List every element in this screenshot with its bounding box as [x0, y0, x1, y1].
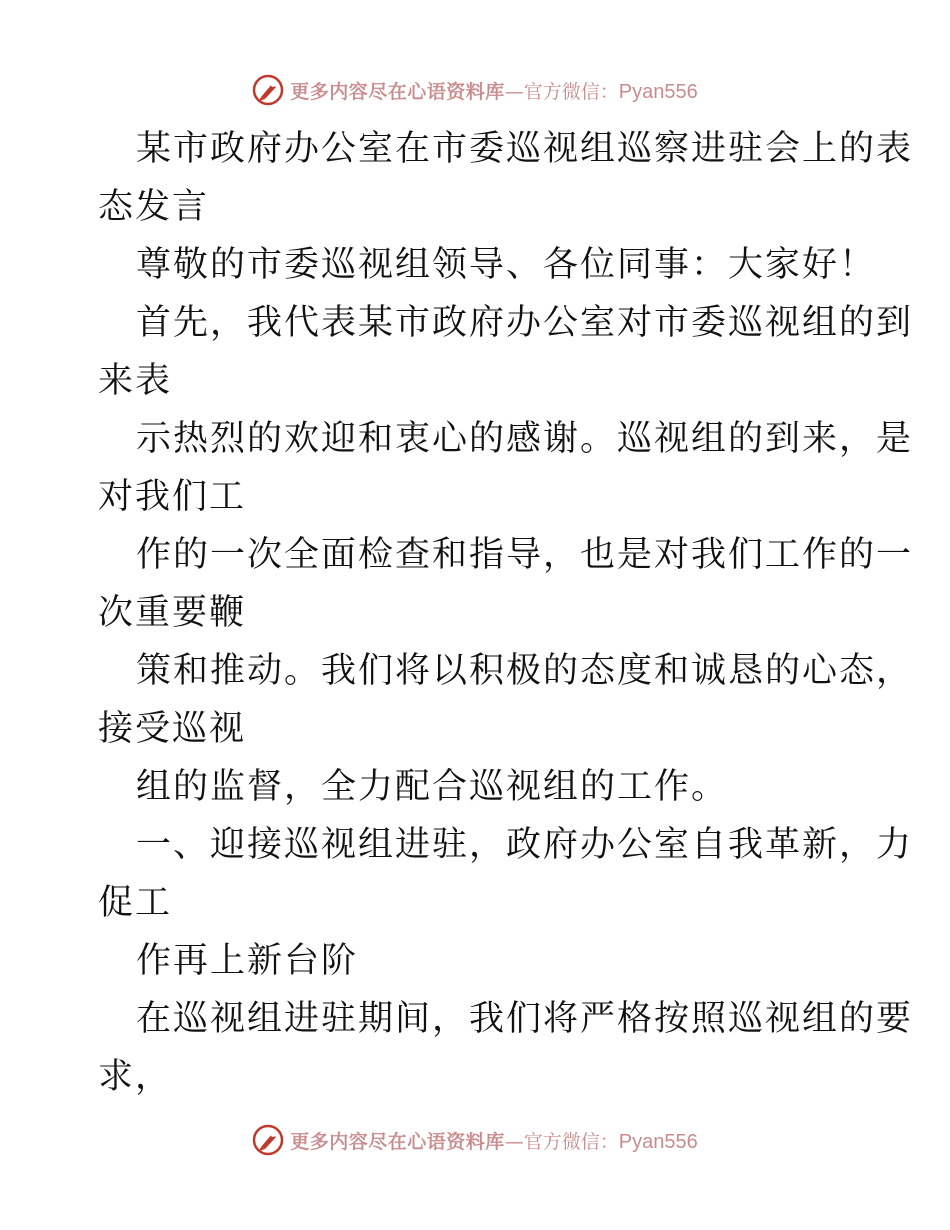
- document-line: 作的一次全面检查和指导，也是对我们工作的一: [136, 535, 914, 575]
- document-line: 来表: [98, 361, 173, 401]
- document-line: 在巡视组进驻期间，我们将严格按照巡视组的要: [136, 999, 914, 1039]
- document-line: 次重要鞭: [98, 593, 247, 633]
- document-line: 态发言: [98, 187, 210, 227]
- banner-separator: —: [504, 1130, 524, 1153]
- document-line: 求，: [98, 1057, 173, 1097]
- banner-lead-text: 更多内容尽在心语资料库: [290, 1130, 505, 1153]
- document-line: 首先，我代表某市政府办公室对市委巡视组的到: [136, 303, 914, 343]
- banner-wechat-label: 官方微信：: [523, 1130, 619, 1153]
- document-line: 作再上新台阶: [136, 941, 359, 981]
- document-line: 促工: [98, 883, 173, 923]
- document-line: 策和推动。我们将以积极的态度和诚恳的心态，: [136, 651, 914, 691]
- document-line: 一、迎接巡视组进驻，政府办公室自我革新，力: [136, 825, 914, 865]
- header-banner: [0, 70, 950, 110]
- document-body: [98, 120, 914, 1106]
- footer-banner: [0, 1120, 950, 1160]
- pen-logo-icon: [252, 74, 284, 106]
- banner-separator: —: [504, 80, 524, 103]
- document-line: 对我们工: [98, 477, 247, 517]
- banner-wechat-label: 官方微信：: [523, 80, 619, 103]
- banner-wechat-id: Pyan556: [618, 1130, 698, 1153]
- document-line: 接受巡视: [98, 709, 247, 749]
- document-line: 组的监督，全力配合巡视组的工作。: [136, 767, 729, 807]
- document-line: 尊敬的市委巡视组领导、各位同事：大家好！: [136, 245, 877, 285]
- banner-wechat-id: Pyan556: [618, 80, 698, 103]
- pen-logo-icon: [252, 1124, 284, 1156]
- banner-text: [290, 1127, 698, 1154]
- document-line: 某市政府办公室在市委巡视组巡察进驻会上的表: [136, 129, 914, 169]
- banner-text: [290, 77, 698, 104]
- banner-lead-text: 更多内容尽在心语资料库: [290, 80, 505, 103]
- document-line: 示热烈的欢迎和衷心的感谢。巡视组的到来，是: [136, 419, 914, 459]
